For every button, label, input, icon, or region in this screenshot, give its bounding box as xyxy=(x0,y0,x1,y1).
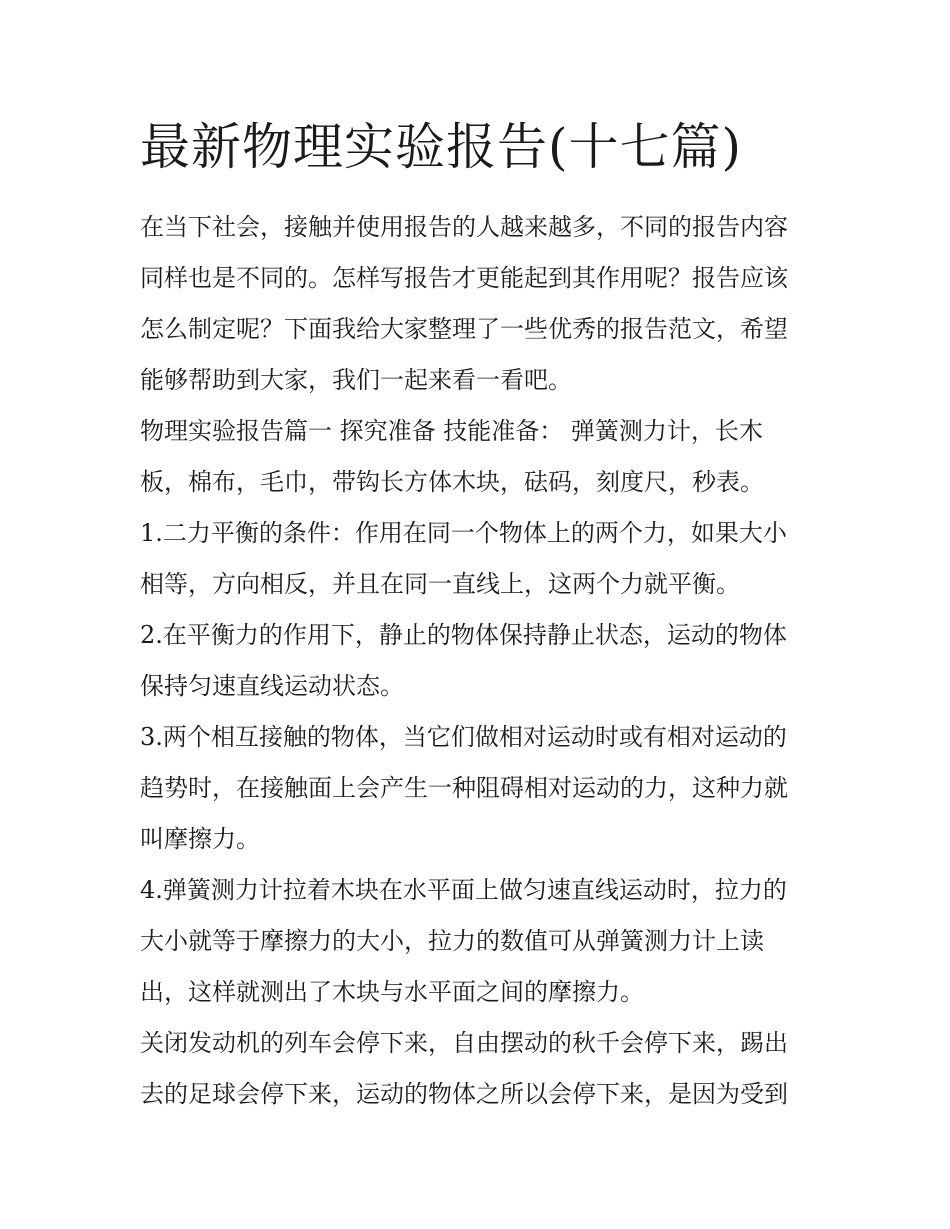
text-line: 1.二力平衡的条件：作用在同一个物体上的两个力，如果大小 xyxy=(140,519,787,547)
text-line: 出，这样就测出了木块与水平面之间的摩擦力。 xyxy=(140,978,644,1006)
text-line: 大小就等于摩擦力的大小，拉力的数值可从弹簧测力计上读 xyxy=(140,927,764,955)
text-line: 4.弹簧测力计拉着木块在水平面上做匀速直线运动时，拉力的 xyxy=(140,876,787,904)
text-line: 去的足球会停下来，运动的物体之所以会停下来，是因为受到 xyxy=(140,1080,788,1108)
text-line: 在当下社会，接触并使用报告的人越来越多，不同的报告内容 xyxy=(140,213,788,241)
text-line: 保持匀速直线运动状态。 xyxy=(140,672,404,700)
text-line: 相等，方向相反，并且在同一直线上，这两个力就平衡。 xyxy=(140,570,740,598)
text-line: 物理实验报告篇一 探究准备 技能准备： 弹簧测力计，长木 xyxy=(140,417,763,445)
text-line: 3.两个相互接触的物体，当它们做相对运动时或有相对运动的 xyxy=(140,723,787,751)
text-line: 趋势时，在接触面上会产生一种阻碍相对运动的力，这种力就 xyxy=(140,774,788,802)
text-line: 怎么制定呢？下面我给大家整理了一些优秀的报告范文，希望 xyxy=(140,315,788,343)
text-line: 板，棉布，毛巾，带钩长方体木块，砝码，刻度尺，秒表。 xyxy=(140,468,764,496)
paragraph-point-2 xyxy=(140,610,820,712)
paragraph-point-3 xyxy=(140,712,820,865)
paragraph-point-4 xyxy=(140,865,820,1018)
document-page xyxy=(140,112,820,1120)
paragraph-preparation xyxy=(140,406,820,508)
paragraph-intro xyxy=(140,202,820,406)
text-line: 能够帮助到大家，我们一起来看一看吧。 xyxy=(140,366,572,394)
paragraph-friction xyxy=(140,1018,820,1120)
text-line: 同样也是不同的。怎样写报告才更能起到其作用呢？报告应该 xyxy=(140,264,788,292)
text-line: 关闭发动机的列车会停下来，自由摆动的秋千会停下来，踢出 xyxy=(140,1029,788,1057)
paragraph-point-1 xyxy=(140,508,820,610)
text-line: 叫摩擦力。 xyxy=(140,825,260,853)
document-title: 最新物理实验报告(十七篇) xyxy=(140,118,743,176)
text-line: 2.在平衡力的作用下，静止的物体保持静止状态，运动的物体 xyxy=(140,621,787,649)
